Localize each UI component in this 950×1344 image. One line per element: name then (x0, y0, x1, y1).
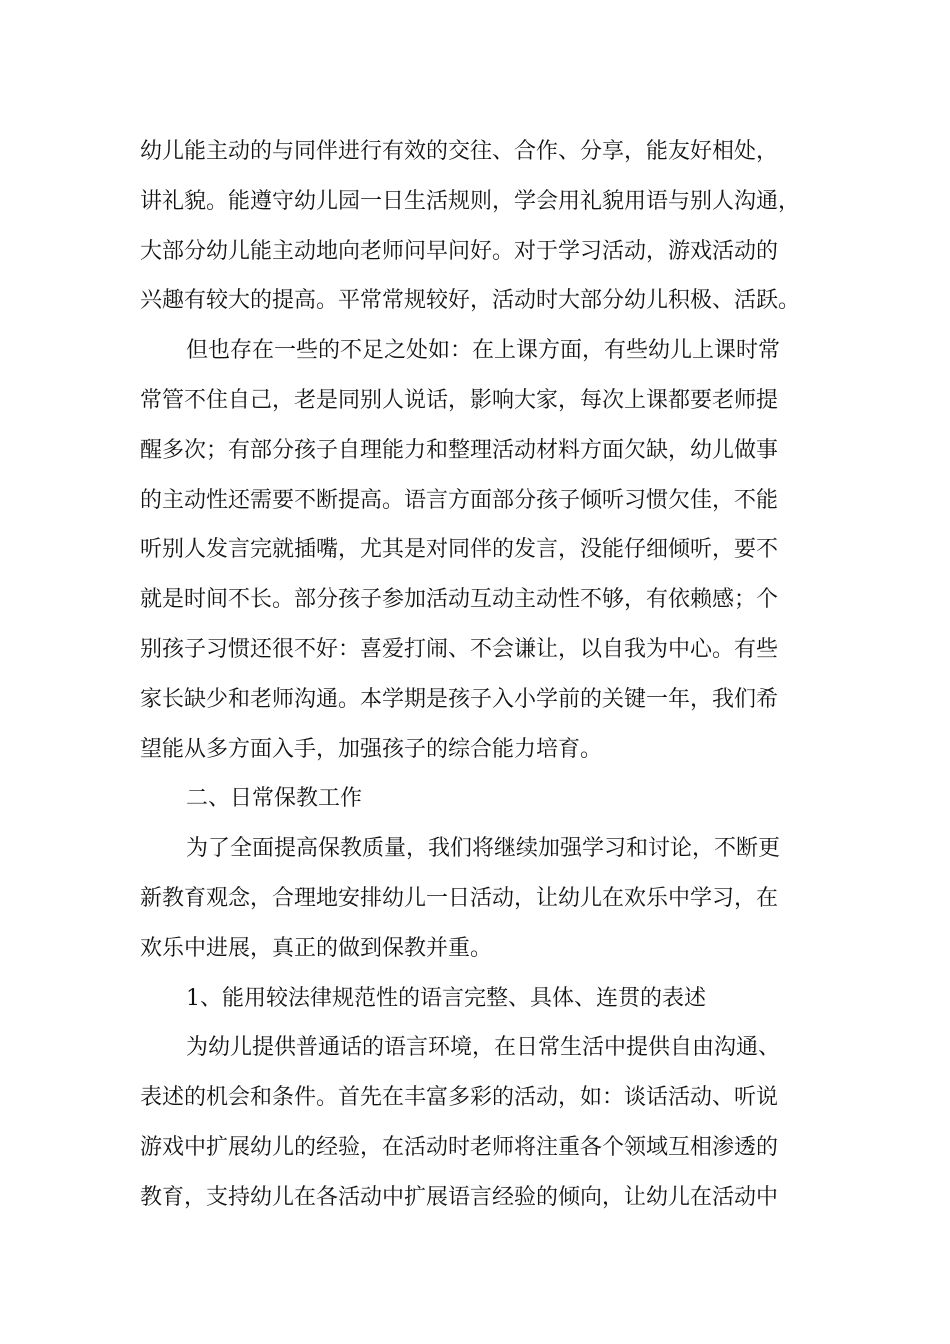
text-line: 兴趣有较大的提高。平常常规较好，活动时大部分幼儿积极、活跃。 (140, 288, 801, 314)
text-line: 大部分幼儿能主动地向老师问早问好。对于学习活动，游戏活动的 (140, 238, 779, 264)
text-line: 但也存在一些的不足之处如：在上课方面，有些幼儿上课时常 (186, 338, 781, 364)
text-line: 醒多次；有部分孩子自理能力和整理活动材料方面欠缺，幼儿做事 (140, 437, 779, 463)
text-line: 的主动性还需要不断提高。语言方面部分孩子倾听习惯欠佳，不能 (140, 487, 779, 513)
text-line: 就是时间不长。部分孩子参加活动互动主动性不够，有依赖感；个 (140, 587, 779, 613)
text-line: 望能从多方面入手，加强孩子的综合能力培育。 (140, 736, 603, 762)
text-line: 讲礼貌。能遵守幼儿园一日生活规则，学会用礼貌用语与别人沟通， (140, 188, 801, 214)
text-line: 1、能用较法律规范性的语言完整、具体、连贯的表述 (186, 985, 706, 1011)
text-line: 游戏中扩展幼儿的经验，在活动时老师将注重各个领域互相渗透的 (140, 1134, 779, 1160)
document-body (140, 127, 820, 1223)
text-line: 为幼儿提供普通话的语言环境，在日常生活中提供自由沟通、 (186, 1035, 781, 1061)
text-line: 表述的机会和条件。首先在丰富多彩的活动，如：谈话活动、听说 (140, 1085, 779, 1111)
text-line: 教育，支持幼儿在各活动中扩展语言经验的倾向，让幼儿在活动中 (140, 1184, 779, 1210)
text-line: 别孩子习惯还很不好：喜爱打闹、不会谦让，以自我为中心。有些 (140, 636, 779, 662)
text-line: 二、日常保教工作 (186, 786, 363, 812)
text-line: 新教育观念，合理地安排幼儿一日活动，让幼儿在欢乐中学习，在 (140, 885, 779, 911)
text-line: 欢乐中进展，真正的做到保教并重。 (140, 935, 493, 961)
text-line: 听别人发言完就插嘴，尤其是对同伴的发言，没能仔细倾听，要不 (140, 537, 779, 563)
text-line: 为了全面提高保教质量，我们将继续加强学习和讨论，不断更 (186, 836, 781, 862)
text-line: 幼儿能主动的与同伴进行有效的交往、合作、分享，能友好相处， (140, 139, 779, 164)
text-line: 常管不住自己，老是同别人说话，影响大家，每次上课都要老师提 (140, 387, 779, 413)
text-line: 家长缺少和老师沟通。本学期是孩子入小学前的关键一年，我们希 (140, 686, 779, 712)
